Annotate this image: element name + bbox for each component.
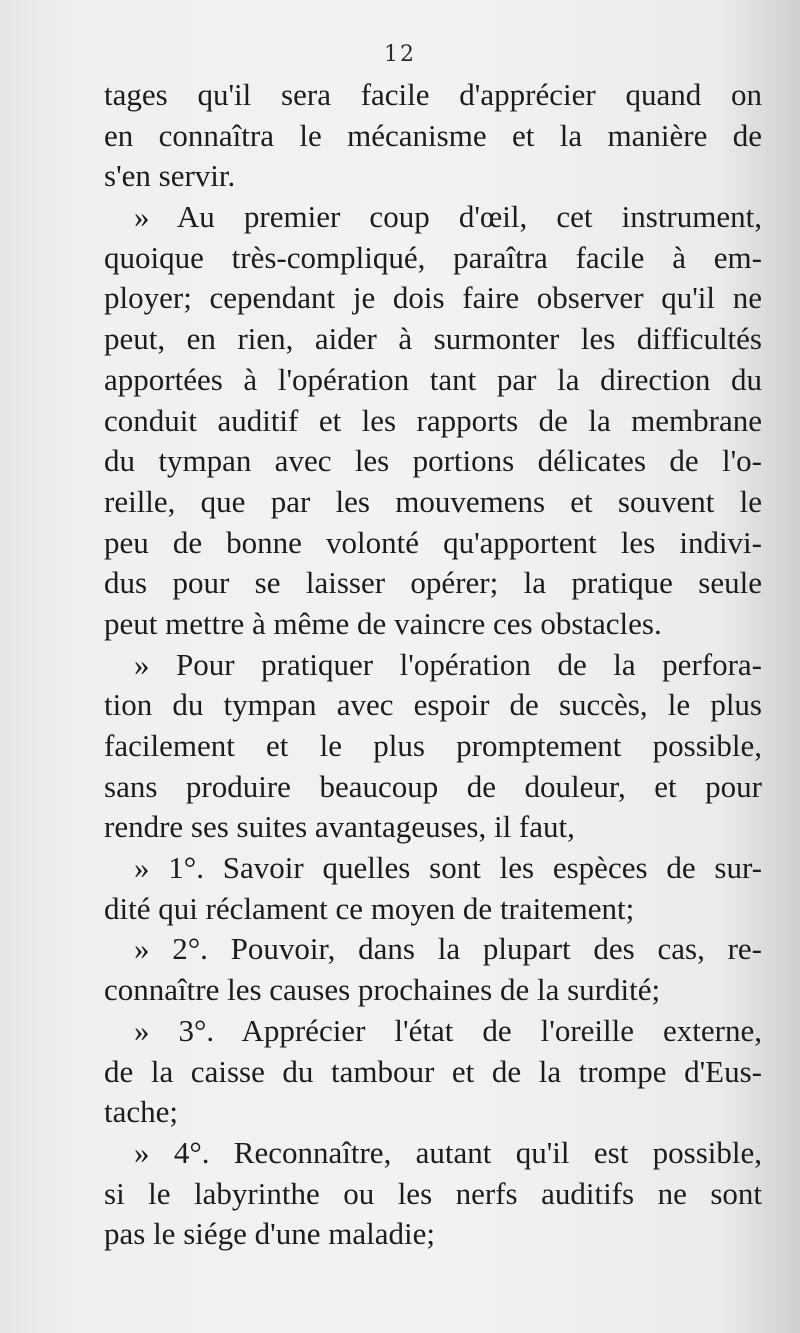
text-line: en connaîtra le mécanisme et la manière de [104, 117, 762, 153]
text-line: peut, en rien, aider à surmonter les difficultés [104, 321, 762, 357]
text-line: s'en servir. [104, 158, 236, 194]
text-line: » Au premier coup d'œil, cet instrument, [134, 199, 762, 235]
text-line: peu de bonne volonté qu'apportent les indivi- [104, 524, 762, 560]
text-line: reille, que par les mouvemens et souvent le [104, 483, 762, 519]
text-line: tages qu'il sera facile d'apprécier quand on [104, 77, 762, 112]
text-line: » Pour pratiquer l'opération de la perfora- [134, 646, 762, 682]
text-line: peut mettre à même de vaincre ces obstacles. [104, 605, 662, 641]
text-line: » 1°. Savoir quelles sont les espèces de sur- [134, 850, 762, 886]
text-line: quoique très-compliqué, paraîtra facile à em- [104, 239, 762, 275]
text-line: apportées à l'opération tant par la direction du [104, 361, 762, 397]
text-line: » 2°. Pouvoir, dans la plupart des cas, re- [134, 931, 762, 967]
text-line: de la caisse du tambour et de la trompe d'Eus- [104, 1053, 762, 1089]
text-line: » 3°. Apprécier l'état de l'oreille externe, [134, 1012, 762, 1048]
text-line: du tympan avec les portions délicates de l'o- [104, 443, 762, 479]
text-line: tion du tympan avec espoir de succès, le plus [104, 687, 762, 723]
text-line: rendre ses suites avantageuses, il faut, [104, 809, 575, 845]
text-line: » 4°. Reconnaître, autant qu'il est possible, [134, 1134, 762, 1170]
body-text [104, 75, 762, 1255]
text-line: conduit auditif et les rapports de la membrane [104, 402, 762, 438]
text-line: tache; [104, 1094, 179, 1130]
text-line: pas le siége d'une maladie; [104, 1216, 435, 1252]
page-number: 12 [384, 42, 416, 67]
text-line: sans produire beaucoup de douleur, et pour [104, 768, 762, 804]
text-line: si le labyrinthe ou les nerfs auditifs ne sont [104, 1175, 762, 1211]
text-line: connaître les causes prochaines de la surdité; [104, 972, 661, 1008]
text-line: ployer; cependant je dois faire observer qu'il ne [104, 280, 762, 316]
text-line: facilement et le plus promptement possible, [104, 728, 762, 763]
text-line: dus pour se laisser opérer; la pratique seule [104, 565, 762, 601]
text-line: dité qui réclament ce moyen de traitement; [104, 890, 635, 926]
